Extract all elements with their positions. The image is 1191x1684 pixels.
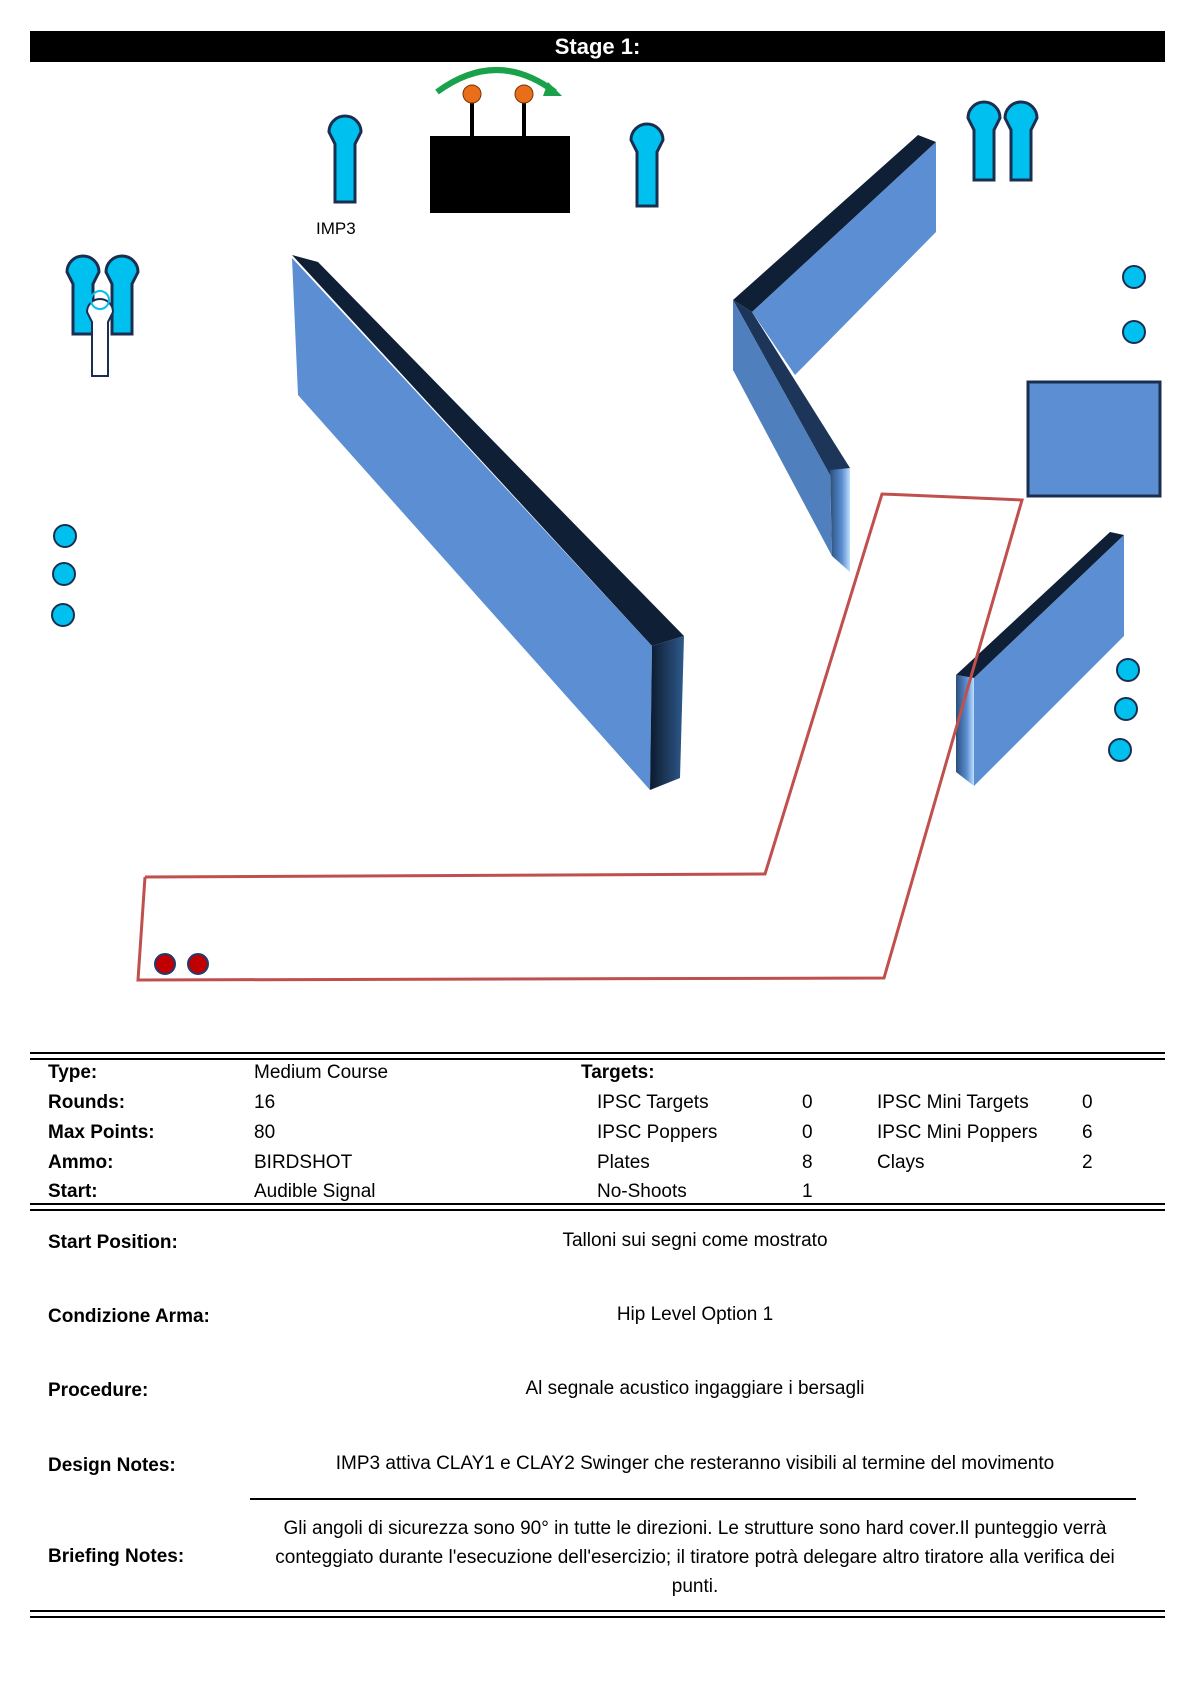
table-mid-rule (30, 1209, 1165, 1211)
start-position-label: Start Position: (48, 1232, 178, 1253)
stage-title: Stage 1: (30, 31, 1165, 62)
target-name: IPSC Mini Poppers (877, 1122, 1038, 1143)
briefing-notes-label: Briefing Notes: (48, 1546, 185, 1567)
ammo-value: BIRDSHOT (254, 1152, 353, 1173)
design-notes-rule (250, 1498, 1136, 1500)
mini-popper (1005, 102, 1037, 180)
table-bottom-rule (30, 1616, 1165, 1618)
wall-block (1028, 382, 1160, 496)
start-label: Start: (48, 1181, 98, 1202)
start-value: Audible Signal (254, 1181, 376, 1202)
condizione-arma-label: Condizione Arma: (48, 1306, 210, 1327)
condizione-arma-value: Hip Level Option 1 (616, 1304, 774, 1325)
mini-popper (329, 116, 361, 202)
table-top-rule (30, 1058, 1165, 1060)
targets-label: Targets: (581, 1062, 655, 1083)
table-top-rule (30, 1052, 1165, 1054)
start-mark (188, 954, 208, 974)
target-count: 0 (802, 1092, 813, 1113)
target-name: No-Shoots (597, 1181, 687, 1202)
clay-target (463, 85, 481, 103)
table-bottom-rule (30, 1610, 1165, 1612)
type-label: Type: (48, 1062, 98, 1083)
plate-target (1109, 739, 1131, 761)
rounds-label: Rounds: (48, 1092, 126, 1113)
design-notes-value: IMP3 attiva CLAY1 e CLAY2 Swinger che resteranno visibili al termine del movimento (335, 1453, 1055, 1474)
target-name: IPSC Poppers (597, 1122, 718, 1143)
mini-popper (106, 256, 138, 334)
plate-target (54, 525, 76, 547)
plate-target (52, 604, 74, 626)
target-count: 8 (802, 1152, 813, 1173)
target-name: Clays (877, 1152, 925, 1173)
target-count: 0 (1082, 1092, 1093, 1113)
wall-diagonal-long (292, 255, 684, 790)
wall-v-shape (733, 135, 936, 572)
max-points-value: 80 (254, 1122, 276, 1143)
target-count: 2 (1082, 1152, 1093, 1173)
swing-arrow-icon (437, 70, 555, 92)
clay-swinger (430, 70, 570, 213)
target-name: Plates (597, 1152, 650, 1173)
target-name: IPSC Targets (597, 1092, 709, 1113)
target-count: 1 (802, 1181, 813, 1202)
table-mid-rule (30, 1203, 1165, 1205)
procedure-label: Procedure: (48, 1380, 149, 1401)
target-count: 0 (802, 1122, 813, 1143)
design-notes-label: Design Notes: (48, 1455, 176, 1476)
swinger-body (430, 136, 570, 213)
target-count: 6 (1082, 1122, 1093, 1143)
max-points-label: Max Points: (48, 1122, 155, 1143)
swinger-arm (522, 100, 526, 138)
rounds-value: 16 (254, 1092, 276, 1113)
clay-target (515, 85, 533, 103)
mini-popper (631, 124, 663, 206)
plate-target (1115, 698, 1137, 720)
wall-lower-right (956, 532, 1124, 786)
ammo-label: Ammo: (48, 1152, 114, 1173)
procedure-value: Al segnale acustico ingaggiare i bersagli (525, 1378, 865, 1399)
plate-target (1123, 321, 1145, 343)
plate-target (1123, 266, 1145, 288)
mini-popper (968, 102, 1000, 180)
plate-target (1117, 659, 1139, 681)
imp3-label: IMP3 (316, 219, 356, 238)
type-value: Medium Course (254, 1062, 389, 1083)
briefing-notes-value: Gli angoli di sicurezza sono 90° in tutte le direzioni. Le strutture sono hard cover.Il punteggio verrà conteggiato durante l'esecuzione dell'esercizio; il tiratore potrà delegare altro tiratore alla verifica dei punti. (275, 1518, 1115, 1597)
start-mark (155, 954, 175, 974)
swinger-arm (470, 100, 474, 138)
target-name: IPSC Mini Targets (877, 1092, 1029, 1113)
plate-target (53, 563, 75, 585)
start-position-value: Talloni sui segni come mostrato (562, 1230, 828, 1251)
